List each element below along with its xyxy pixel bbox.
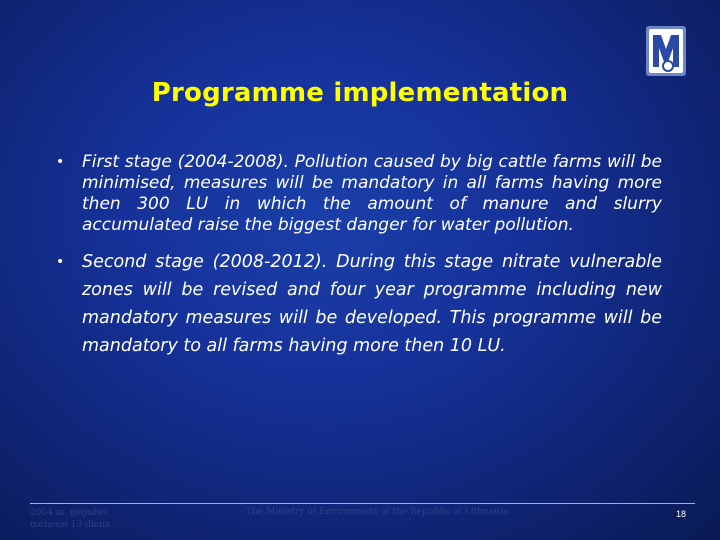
page-number: 18 (676, 509, 687, 519)
slide-title: Programme implementation (151, 78, 569, 108)
bullet-text: First stage (2004-2008). Pollution caused by big cattle farms will be minimised, measures will be mandatory in all farms having more then 300 LU in which the amount of manure and slurry accumulated raise the biggest danger for water pollution. (82, 152, 662, 235)
footer-ministry: The Ministry of Environment of the Republic of Lithuania (246, 507, 509, 517)
footer-date-line2: mėnesio 13 diena (30, 520, 111, 530)
bullet-marker: • (56, 254, 65, 270)
bullet-marker: • (56, 154, 65, 170)
ministry-logo-icon (642, 22, 690, 80)
footer-date (30, 507, 180, 531)
footer-divider (30, 503, 695, 504)
footer-date-line1: 2004 m. gegužės (30, 508, 108, 518)
bullet-list (52, 152, 662, 360)
bullet-item-second-stage (52, 248, 662, 360)
bullet-item-first-stage (52, 152, 662, 236)
bullet-text: Second stage (2008-2012). During this stage nitrate vulnerable zones will be revised and four year programme including new mandatory measures will be developed. This programme will be mandatory to all farms having more then 10 LU. (82, 252, 662, 356)
